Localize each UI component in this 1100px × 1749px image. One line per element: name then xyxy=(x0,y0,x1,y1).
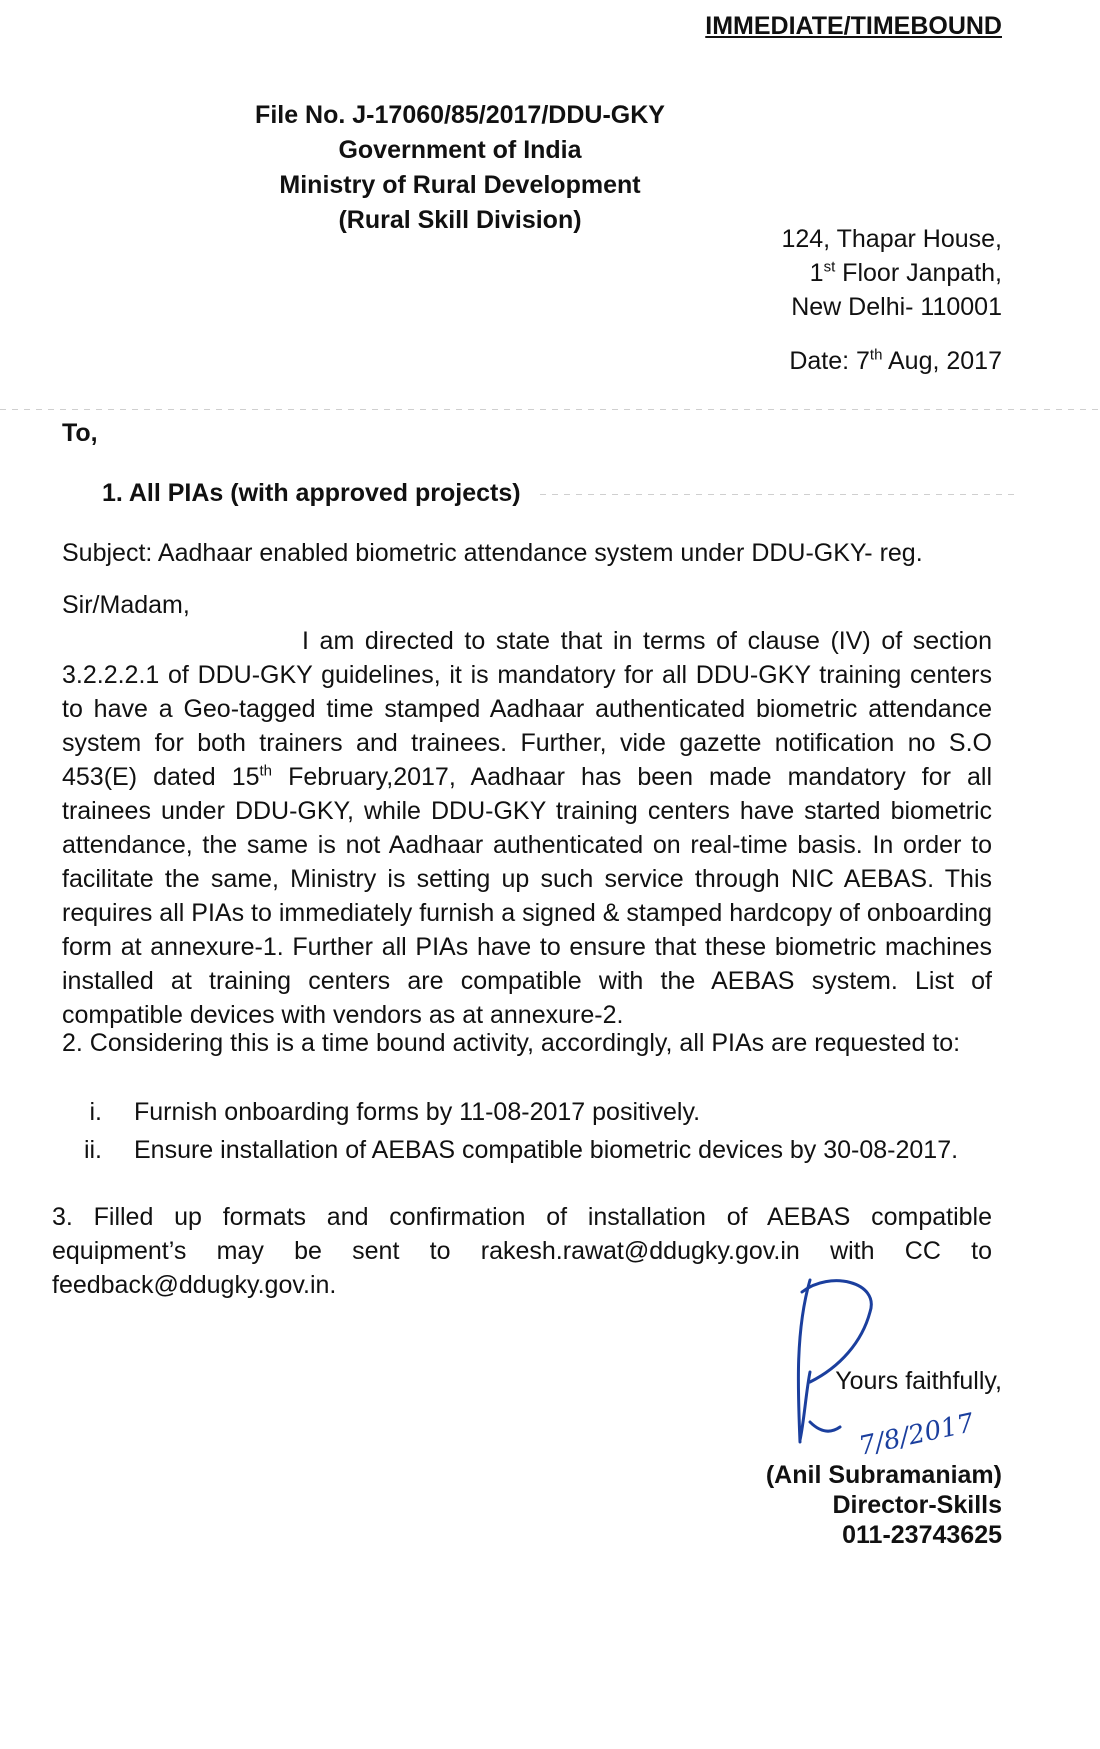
scan-divider xyxy=(0,409,1100,410)
immediate-timebound-stamp: IMMEDIATE/TIMEBOUND xyxy=(705,12,1002,40)
government-line: Government of India xyxy=(338,136,582,164)
address-line-2: 1st Floor Janpath, xyxy=(809,258,1002,287)
division-line: (Rural Skill Division) xyxy=(338,206,582,234)
body-paragraph-3: 3. Filled up formats and confirmation of installation of AEBAS compatible equipment’s may be sent to rakesh.rawat@ddugky.gov.in with CC to feedback@ddugky.gov.in. xyxy=(52,1203,992,1299)
ministry-line: Ministry of Rural Development xyxy=(279,171,641,199)
signatory-name: (Anil Subramaniam) xyxy=(765,1461,1002,1489)
salutation: Sir/Madam, xyxy=(62,591,190,619)
file-number: File No. J-17060/85/2017/DDU-GKY xyxy=(255,101,665,129)
scan-divider-2 xyxy=(540,494,1020,495)
to-label: To, xyxy=(62,419,98,447)
handwritten-date: 7/8/2017 xyxy=(856,1408,977,1462)
body-paragraph-2: 2. Considering this is a time bound activity, accordingly, all PIAs are requested to: xyxy=(62,1029,961,1057)
recipient-item-1: 1. All PIAs (with approved projects) xyxy=(102,479,521,507)
signatory-title: Director-Skills xyxy=(832,1491,1002,1519)
signatory-phone: 011-23743625 xyxy=(842,1521,1002,1549)
address-line-3: New Delhi- 110001 xyxy=(791,293,1002,321)
office-header xyxy=(200,98,720,238)
body-paragraph-1: I am directed to state that in terms of clause (IV) of section 3.2.2.2.1 of DDU-GKY guidelines, it is mandatory for all DDU-GKY training centers to have a Geo-tagged time stamped Aadhaar authenticated biometric attendance system for both trainers and trainees. Further, vide gazette notification no S.O 453(E) dated 15th February,2017, Aadhaar has been made mandatory for all trainees under DDU-GKY, while DDU-GKY training centers have started biometric attendance, the same is not Aadhaar authenticated on real-time basis. In order to facilitate the same, Ministry is setting up such service through NIC AEBAS. This requires all PIAs to immediately furnish a signed & stamped hardcopy of onboarding form at annexure-1. Further all PIAs have to ensure that these biometric machines installed at training centers are compatible with the AEBAS system. List of compatible devices with vendors as at annexure-2. xyxy=(62,627,993,1029)
address-line-1: 124, Thapar House, xyxy=(781,225,1002,253)
address-block xyxy=(781,222,1002,324)
letter-date: Date: 7th Aug, 2017 xyxy=(789,346,1002,375)
subject-line: Subject: Aadhaar enabled biometric attendance system under DDU-GKY- reg. xyxy=(62,539,923,567)
yours-faithfully: Yours faithfully, xyxy=(835,1367,1002,1395)
